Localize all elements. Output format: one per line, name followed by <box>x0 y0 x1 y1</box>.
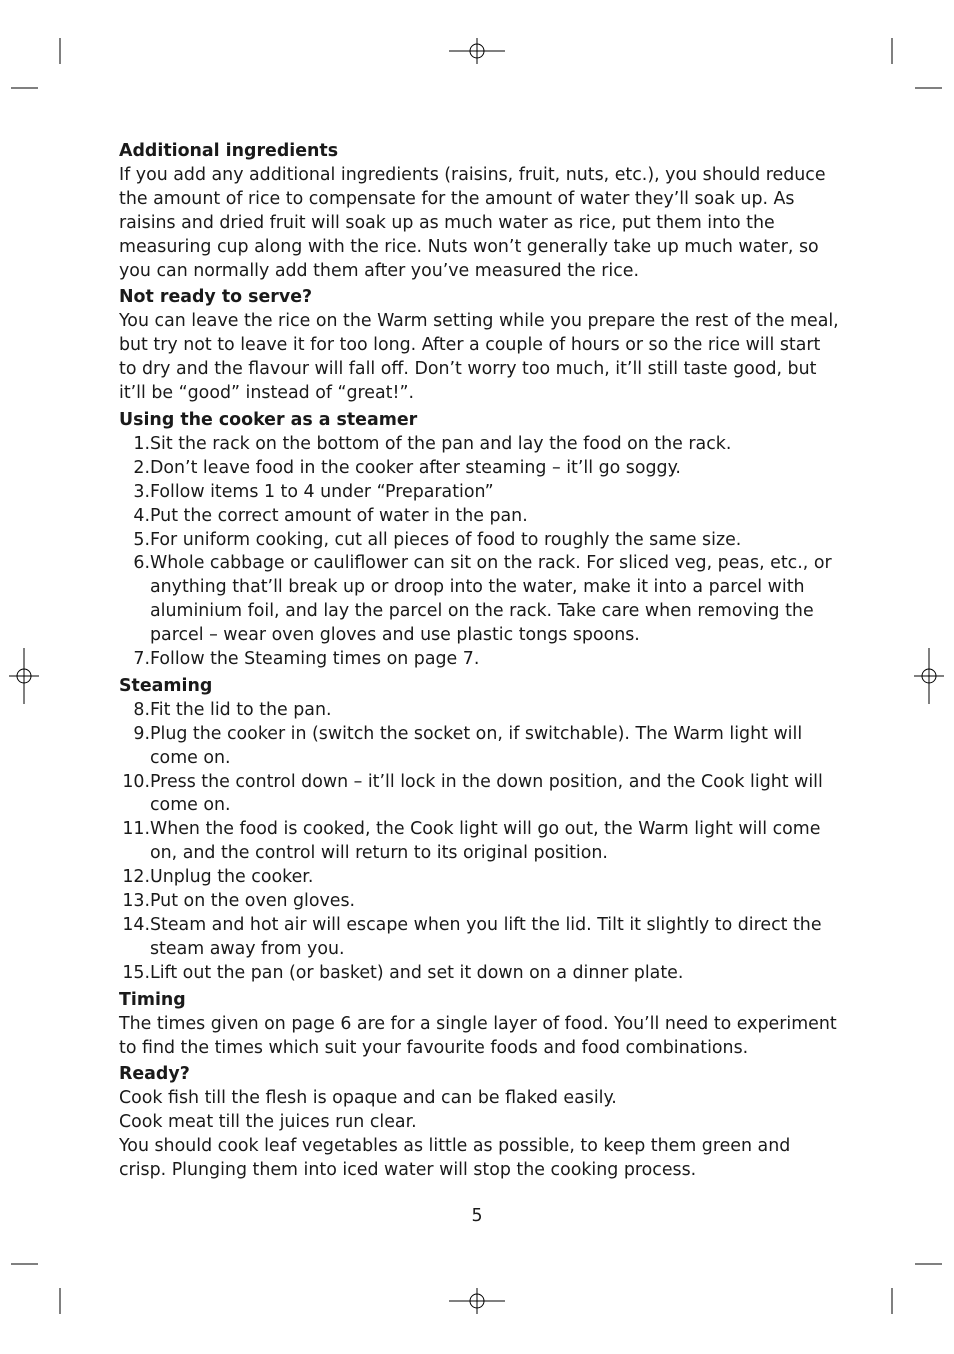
item-text: Whole cabbage or cauliflower can sit on the rack. For sliced veg, peas, etc., or anything that’ll break up or droop into the water, make it into a parcel with aluminium foil, and lay the parcel on the rack. Take care when removing the parcel – wear oven gloves and use plastic tongs spoons. <box>150 553 832 646</box>
item-number: 6. <box>133 553 150 574</box>
section-heading: Steaming <box>119 675 213 696</box>
section-heading: Timing <box>119 989 186 1010</box>
item-text: Sit the rack on the bottom of the pan and lay the food on the rack. <box>150 433 732 454</box>
list-item <box>119 962 839 986</box>
section-timing <box>119 989 839 1061</box>
item-number: 3. <box>133 481 150 502</box>
page-number: 5 <box>471 1206 483 1226</box>
item-number: 5. <box>133 529 150 550</box>
paragraph: You can leave the rice on the Warm setting while you prepare the rest of the meal, but try not to leave it for too long. After a couple of hours or so the rice will start to dry and the flavour will fall off. Don’t worry too much, it’ll still taste good, but it’ll be “good” instead of “great!”. <box>119 311 839 404</box>
item-number: 13. <box>122 891 150 912</box>
item-text: When the food is cooked, the Cook light will go out, the Warm light will come on, and the control will return to its original position. <box>150 819 821 864</box>
section-ready <box>119 1063 839 1183</box>
section-additional-ingredients <box>119 140 839 283</box>
list-item <box>119 505 839 529</box>
item-number: 11. <box>122 819 150 840</box>
item-number: 10. <box>122 771 150 792</box>
paragraph: If you add any additional ingredients (raisins, fruit, nuts, etc.), you should reduce the amount of rice to compensate for the amount of water they’ll soak up. As raisins and dried fruit will soak up as much water as rice, put them into the measuring cup along with the rice. Nuts won’t generally take up much water, so you can normally add them after you’ve measured the rice. <box>119 164 826 281</box>
list-item <box>119 771 839 819</box>
registration-target-top <box>449 38 505 64</box>
section-steaming <box>119 675 839 986</box>
item-text: Follow the Steaming times on page 7. <box>150 649 480 670</box>
paragraph: Cook fish till the flesh is opaque and can be flaked easily. <box>119 1088 617 1109</box>
section-heading: Additional ingredients <box>119 141 339 161</box>
registration-target-bottom <box>449 1288 505 1314</box>
registration-target-right <box>914 648 944 704</box>
item-number: 2. <box>133 457 150 478</box>
item-text: Press the control down – it’ll lock in the down position, and the Cook light will come on. <box>150 771 823 816</box>
section-using-cooker-as-steamer <box>119 409 839 672</box>
list-item <box>119 818 839 866</box>
list-item <box>119 552 839 648</box>
item-number: 15. <box>122 962 150 983</box>
list-item <box>119 890 839 914</box>
item-text: Put the correct amount of water in the pan. <box>150 505 528 526</box>
section-heading: Using the cooker as a steamer <box>119 409 418 430</box>
list-item <box>119 699 839 723</box>
item-number: 8. <box>133 699 150 720</box>
paragraph: The times given on page 6 are for a single layer of food. You’ll need to experiment to find the times which suit your favourite foods and food combinations. <box>119 1013 837 1058</box>
item-text: Follow items 1 to 4 under “Preparation” <box>150 481 494 502</box>
page-content <box>119 140 839 1186</box>
item-number: 7. <box>133 649 150 670</box>
item-number: 14. <box>122 915 150 935</box>
list-item <box>119 481 839 505</box>
item-number: 4. <box>133 505 150 526</box>
list-item <box>119 529 839 553</box>
paragraph: You should cook leaf vegetables as little as possible, to keep them green and crisp. Plunging them into iced water will stop the cooking process. <box>119 1136 791 1181</box>
item-text: Plug the cooker in (switch the socket on, if switchable). The Warm light will come on. <box>150 723 803 768</box>
list-item <box>119 723 839 771</box>
registration-target-left <box>9 648 39 704</box>
steaming-steps-list <box>119 699 839 986</box>
steamer-steps-list <box>119 433 839 672</box>
list-item <box>119 866 839 890</box>
paragraph: Cook meat till the juices run clear. <box>119 1112 417 1133</box>
item-text: Steam and hot air will escape when you lift the lid. Tilt it slightly to direct the steam away from you. <box>150 915 822 959</box>
item-number: 1. <box>133 433 150 454</box>
section-heading: Ready? <box>119 1064 190 1085</box>
section-heading: Not ready to serve? <box>119 287 313 308</box>
item-text: For uniform cooking, cut all pieces of food to roughly the same size. <box>150 529 742 550</box>
item-text: Put on the oven gloves. <box>150 891 356 912</box>
list-item <box>119 457 839 481</box>
list-item <box>119 648 839 672</box>
list-item <box>119 914 839 962</box>
item-number: 12. <box>122 867 150 888</box>
item-text: Lift out the pan (or basket) and set it down on a dinner plate. <box>150 962 684 983</box>
item-text: Don’t leave food in the cooker after steaming – it’ll go soggy. <box>150 457 681 478</box>
item-number: 9. <box>133 723 150 744</box>
item-text: Unplug the cooker. <box>150 867 314 888</box>
item-text: Fit the lid to the pan. <box>150 699 332 720</box>
list-item <box>119 433 839 457</box>
section-not-ready-to-serve <box>119 286 839 406</box>
